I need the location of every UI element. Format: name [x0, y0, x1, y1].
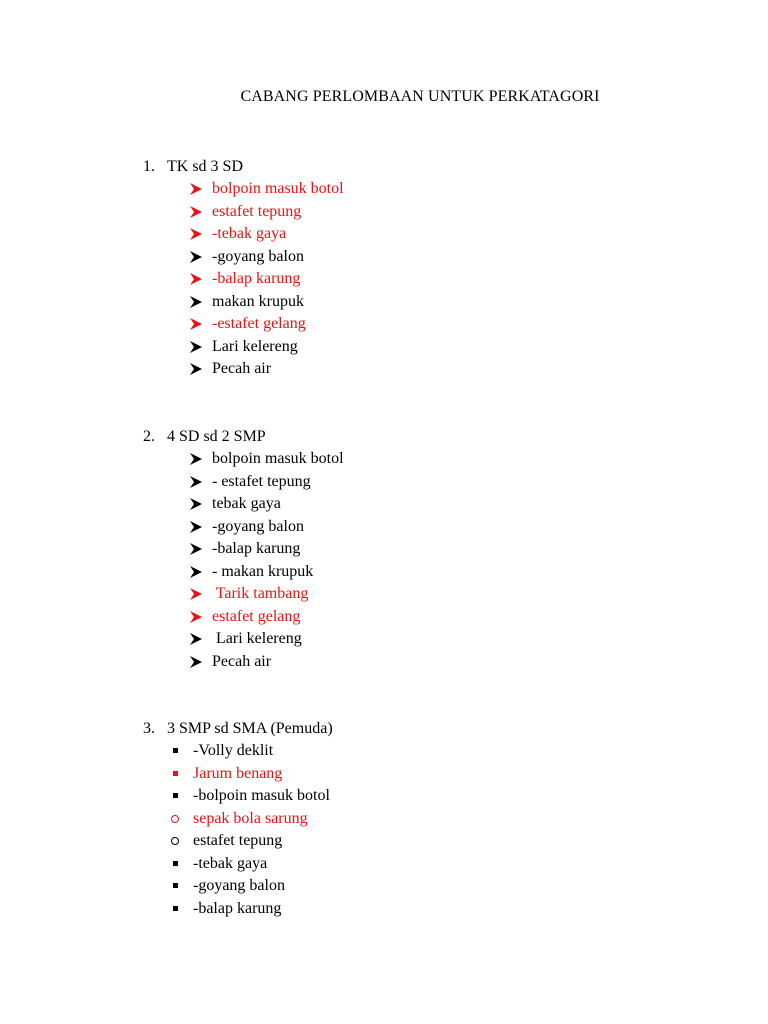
arrow-icon: [190, 291, 208, 313]
section-heading-text: TK sd 3 SD: [167, 158, 244, 175]
arrow-icon: [190, 516, 208, 538]
list-item: [0, 178, 768, 200]
list-item: [0, 246, 768, 268]
list-item: [0, 875, 768, 897]
arrow-icon: [190, 448, 208, 470]
page-title: CABANG PERLOMBAAN UNTUK PERKATAGORI: [240, 88, 600, 105]
square-icon: [171, 898, 189, 920]
list-item-label: Pecah air: [212, 652, 272, 670]
arrow-icon: [190, 178, 208, 200]
section-heading-text: 4 SD sd 2 SMP: [167, 428, 266, 445]
arrow-icon: [190, 493, 208, 515]
list-item: [0, 538, 768, 560]
list-item: [0, 561, 768, 583]
list-item-label: -goyang balon: [212, 247, 304, 265]
circle-icon: [171, 830, 189, 852]
list-item-label: -Volly deklit: [193, 742, 274, 759]
list-item: [0, 493, 768, 515]
list-item: [0, 740, 768, 762]
list-item: [0, 201, 768, 223]
list-item-label: makan krupuk: [212, 292, 304, 310]
section-heading-text: 3 SMP sd SMA (Pemuda): [167, 720, 333, 737]
arrow-icon: [190, 246, 208, 268]
list-item: [0, 606, 768, 628]
list-item-label: - makan krupuk: [212, 562, 314, 580]
list-item-label: bolpoin masuk botol: [212, 450, 344, 467]
list-item-label: -bolpoin masuk botol: [193, 787, 330, 804]
arrow-icon: [190, 201, 208, 223]
list-item: [0, 448, 768, 470]
list-item-label: -balap karung: [193, 899, 282, 917]
arrow-icon: [190, 538, 208, 560]
list-item-label: Lari kelereng: [212, 630, 302, 647]
list-item-label: -goyang balon: [212, 517, 304, 535]
list-item-label: -balap karung: [212, 270, 301, 287]
square-icon: [171, 740, 189, 762]
list-item: [0, 358, 768, 380]
list-item: [0, 471, 768, 493]
section-heading: [143, 158, 243, 176]
list-item-label: estafet gelang: [212, 607, 301, 625]
list-item-label: -goyang balon: [193, 877, 285, 894]
arrow-icon: [190, 223, 208, 245]
list-item: [0, 268, 768, 290]
list-item-label: sepak bola sarung: [193, 809, 308, 827]
list-item-label: -tebak gaya: [212, 225, 287, 242]
arrow-icon: [190, 336, 208, 358]
list-item-label: Tarik tambang: [212, 585, 309, 602]
list-item-label: estafet tepung: [193, 832, 283, 849]
list-item-label: Pecah air: [212, 360, 272, 377]
arrow-icon: [190, 268, 208, 290]
section-heading: [143, 428, 266, 446]
arrow-icon: [190, 313, 208, 335]
square-icon: [171, 785, 189, 807]
arrow-icon: [190, 583, 208, 605]
list-item: [0, 785, 768, 807]
list-item: [0, 223, 768, 245]
list-item: [0, 763, 768, 785]
list-item: [0, 898, 768, 920]
square-icon: [171, 875, 189, 897]
list-item-label: Lari kelereng: [212, 337, 298, 355]
section-number: 3.: [143, 720, 155, 737]
list-item: [0, 628, 768, 650]
list-item-label: tebak gaya: [212, 495, 281, 512]
arrow-icon: [190, 358, 208, 380]
arrow-icon: [190, 561, 208, 583]
list-item-label: -tebak gaya: [193, 854, 268, 872]
section-number: 1.: [143, 158, 155, 175]
square-icon: [171, 763, 189, 785]
list-item: [0, 830, 768, 852]
arrow-icon: [190, 471, 208, 493]
list-item: [0, 336, 768, 358]
list-item: [0, 583, 768, 605]
section-number: 2.: [143, 428, 155, 445]
arrow-icon: [190, 606, 208, 628]
list-item-label: estafet tepung: [212, 202, 302, 220]
list-item: [0, 516, 768, 538]
list-item-label: bolpoin masuk botol: [212, 180, 344, 197]
arrow-icon: [190, 651, 208, 673]
list-item: [0, 808, 768, 830]
list-item-label: - estafet tepung: [212, 472, 311, 490]
square-icon: [171, 853, 189, 875]
list-item-label: -balap karung: [212, 540, 301, 557]
arrow-icon: [190, 628, 208, 650]
list-item-label: Jarum benang: [193, 764, 283, 782]
circle-icon: [171, 808, 189, 830]
list-item: [0, 313, 768, 335]
list-item: [0, 651, 768, 673]
list-item: [0, 853, 768, 875]
section-heading: [143, 720, 333, 738]
list-item: [0, 291, 768, 313]
list-item-label: -estafet gelang: [212, 315, 306, 332]
